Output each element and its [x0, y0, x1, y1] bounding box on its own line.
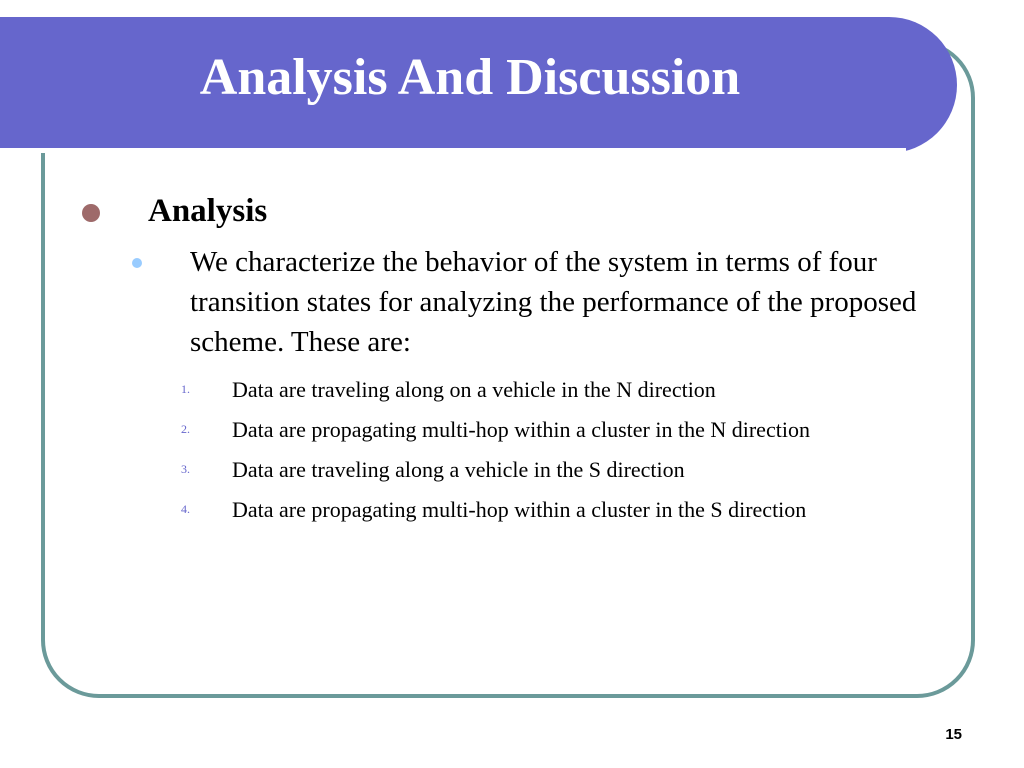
numbered-list — [181, 373, 901, 533]
sub-bullet-dot-icon — [132, 258, 142, 268]
list-item — [181, 453, 901, 487]
list-item-text: Data are propagating multi-hop within a cluster in the N direction — [232, 417, 810, 442]
list-number: 2. — [181, 422, 190, 436]
list-item-text: Data are traveling along a vehicle in the S direction — [232, 457, 685, 482]
list-number: 4. — [181, 502, 190, 516]
bullet-dot-icon — [82, 204, 100, 222]
list-item — [181, 373, 901, 407]
list-item — [181, 413, 901, 447]
list-item — [181, 493, 901, 527]
list-item-text: Data are propagating multi-hop within a cluster in the S direction — [232, 497, 807, 522]
title-underline-rule — [0, 148, 906, 153]
body-paragraph: We characterize the behavior of the system in terms of four transition states for analyzing the performance of the proposed scheme. These are: — [190, 246, 917, 358]
list-number: 3. — [181, 462, 190, 476]
list-item-text: Data are traveling along on a vehicle in the N direction — [232, 377, 716, 402]
slide-title: Analysis And Discussion — [199, 49, 741, 106]
section-heading: Analysis — [148, 193, 268, 229]
page-number: 15 — [945, 726, 962, 743]
list-number: 1. — [181, 382, 190, 396]
